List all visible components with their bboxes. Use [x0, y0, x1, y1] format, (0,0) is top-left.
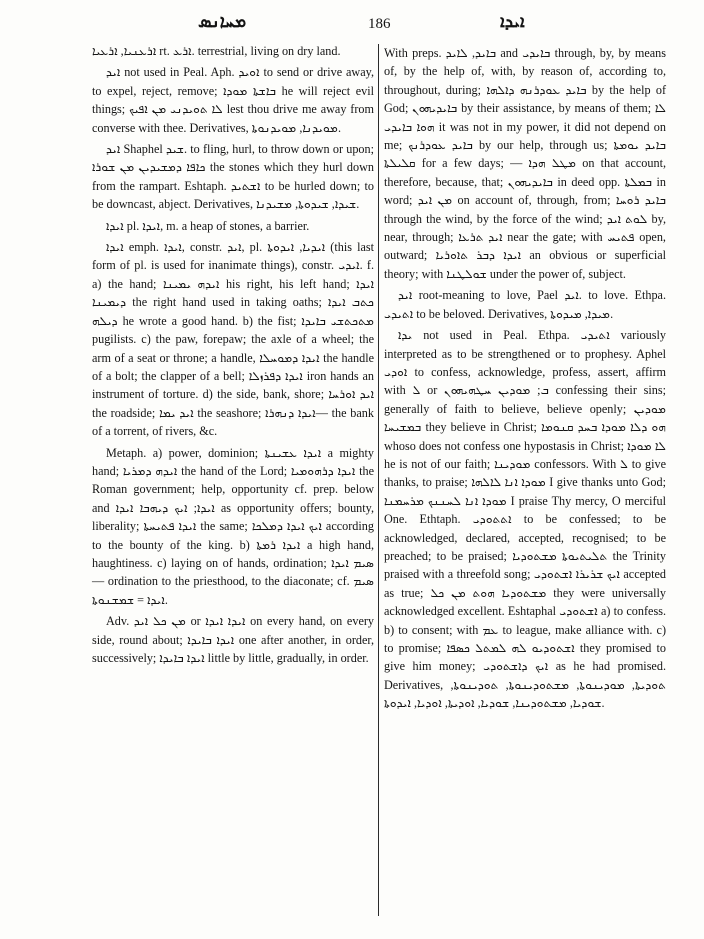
page-number: 186	[368, 16, 391, 32]
column-divider	[378, 44, 379, 916]
running-head-right: ܐܝܕܐ	[500, 12, 525, 32]
left-column	[92, 42, 374, 670]
entry-paragraph: ܐܝܕ Shaphel ܫܝܕ. to fling, hurl, to throw down or upon; ܟܐܦܐ ܕܡܫܝܕܝܢ ܡܢ ܫܘܪܐ the stones which they hurl down from the rampart. Eshtaph. ܐܫܬܝܕ to be hurled down; to be downcast, abject. Derivatives, ܫܝܕܐ, ܫܝܕܘܬܐ, ܡܫܝܕܢܐ.	[92, 142, 374, 212]
entry-paragraph: ܐܝܕܐ emph. ܐܝܕܐ, constr. ܐܝܕ, pl. ܐܝܕܝܐ, ܐܝܕܘܬܐ (this last form of pl. is used for inanimate things), constr. ܐܝܕܝ. f. a) the hand; ܐܝܕܗ ܝܡܝܢܐ his right, his left hand; ܐܝܕܐ ܕܝܡܝܢܐ the right hand used in taking oaths; ܟܬܒ ܐܝܕܐ ܕܝܠܗ he wrote a good hand. b) the fist; ܡܬܟܬܫܝ ܒܐܝܕܐ pugilists. c) the paw, forepaw; the axle of a wheel; the arm of a seat or throne; a handle, ܐܝܕܐ ܕܡܘܚܠܐ the handle of a bolt; the clapper of a bell; ܐܝܕܐ ܕܦܪܙܠܐ iron hands an instrument of torture. d) the side, bank, shore; ܐܝܕ ܐܘܪܚܐ the roadside; ܐܝܕ ܝܡܐ the seashore; ܐܝܕܐ ܕܢܗܪܐ— the bank of a torrent, of rivers, &c.	[92, 240, 375, 439]
entry-paragraph: Metaph. a) power, dominion; ܐܝܕܐ ܥܫܝܢܬܐ a mighty hand; ܐܝܕܗ ܕܡܪܝܐ the hand of the Lord; ܐܝܕܐ ܕܪܗܘܡܝܐ the Roman government; help, opportunity cf. prep. below and ܐܝܕܐ; ܐܝܟ ܕܝܗܒܐ ܐܝܕܐ as opportunity offers; bounty, liberality; ܐܝܕܐ ܦܬܝܚܬܐ the same; ܐܝܟ ܐܝܕܐ ܕܡܠܟܐ according to the bounty of the king. b) ܐܝܕܐ ܪܡܬܐ a high hand, haughtiness. c) laying on of hands, ordination; ܣܝܡ ܐܝܕܐ— ordination to the priesthood, to the diaconate; cf. ܣܝܡ ܐܝܕܐ = ܫܡܫܢܘܬܐ.	[92, 445, 375, 607]
entry-paragraph: Adv. ܡܢ ܟܠ ܐܝܕ or ܐܝܕܐ ܐܝܕܐ on every hand, on every side, round about; ܐܝܕܐ ܒܐܝܕܐ one after another, in order, successively; ܐܝܕܐ ܒܐܝܕܐ little by little, gradually, in order.	[92, 614, 375, 665]
entry-paragraph: ܐܝܕ root-meaning to love, Pael ܐܝܕ. to love. Ethpa. ܐܬܝܕܝ to be beloved. Derivatives, ܡܝܕܐ, ܡܝܕܘܬܐ.	[384, 288, 667, 321]
entry-paragraph: ܐܝܕ not used in Peal. Aph. ܐܘܝܕ to send or drive away, to expel, reject, remove; ܒܐܫܬܐ ܡܘܕܐ he will reject evil things; ܠܐ ܬܘܝܕܢܝ ܡܢ ܐܦܝܟ lest thou drive me away from converse with thee. Derivatives, ܡܘܝܕܢܐ, ܡܘܝܕܢܘܬܐ.	[92, 65, 374, 135]
entry-paragraph: ܝܕܐ not used in Peal. Ethpa. ܐܬܝܕܝ variously interpreted as to be strengthened or to prophesy. Aphel ܐܘܕܝ to confess, acknowledge, profess, assert, affirm with ܠ or ܒ; ܡܘܕܝܢ ܚܛܗܝܗܘܢ confessing their sins; generally of faith to believe, believe openly; ܡܘܕܝܢ ܒܡܫܝܚܐ they believe in Christ; ܗܘ ܕܠܐ ܡܘܕܐ ܒܚܕ ܩܢܘܡܐ whoso does not confess one hypostasis in Christ; ܠܐ ܡܘܕܐ he is not of our faith; ܡܘܕܝܢܐ confessors. With ܠ to give thanks, to praise; ܡܘܕܐ ܐܢܐ ܠܐܠܗܐ I give thanks unto God; ܡܘܕܐ ܐܢܐ ܠܚܢܢܟ ܡܪܚܡܢܐ I praise Thy mercy, O merciful One. Ethtaph. ܐܬܬܘܕܝ to be confessed; to be acknowledged, declared, accepted, recognised; to be preached; to be praised; ܬܠܝܬܝܘܬܐ ܡܫܬܘܕܝܐ the Trinity praised with a threefold song; ܐܝܟ ܫܪܝܪܐ ܐܫܬܘܕܝ accepted as true; ܡܫܬܘܕܝܐ ܗܘܬ ܡܢ ܟܠ they were universally acknowledged excellent. Eshtaphal ܐܫܬܘܕܝ a) to confess. b) to consent; with ܥܡ to league, make alliance with. c) to promise; ܐܫܬܘܕܝܘ ܠܗ ܠܡܬܠ ܟܣܦܐ they promised to give him money; ܐܝܟ ܕܐܫܬܘܕܝ as he had promised. Derivatives, ܬܘܕܝܬܐ, ܡܘܕܝܢܘܬܐ, ܡܫܬܘܕܝܢܘܬܐ, ܬܘܕܝܢܘܬܐ, ܫܘܕܝܐ, ܡܫܬܘܕܝܢܐ, ܫܘܕܝܐ, ܐܘܕܝܬܐ, ܐܘܕܝܐ, ܐܝܕܘܬܐ.	[384, 328, 667, 711]
entry-paragraph: With preps. ܒܐܝܕ, ܠܐܝܕ and ܒܐܝܕܝ through, by, by means of, by the help of, with, by reason of, according to, throughout, during; ܒܐܝܕ ܥܘܕܪܢܗ ܕܐܠܗܐ by the help of God; ܒܐܝܕܝܗܘܢ by their assistance, by means of them; ܠܐ ܗܘܐ ܒܐܝܕܝ it was not in my power, it did not depend on me; ܒܐܝܕ ܥܘܕܪܢܟ by our help, through us; ܒܐܝܕ ܝܘܡܬܐ ܩܠܝܠܬܐ for a few days; — ܡܛܠ ܗܕܐ on that account, therefore, because, that; ܒܐܝܕܝܗܘܢ in deed opp. ܒܡܠܬܐ in word; ܡܢ ܐܝܕ on account of, through, from; ܒܐܝܕ ܪܘܚܐ through the wind, by the force of the wind; ܠܘܬ ܐܝܕ by, near, through; ܐܝܕ ܬܪܥܐ near the gate; with ܦܬܝܚ open, outward; ܐܝܕܐ ܕܒܪ ܬܐܘܪܝܐ an obvious or superficial theory; with ܫܘܠܛܢܐ under the power of, subject.	[384, 46, 667, 281]
right-column	[384, 44, 666, 716]
entry-paragraph: ܐܝܕܐ pl. ܐܝܕܐ, m. a heap of stones, a barrier.	[106, 218, 310, 233]
running-head-left: ܡܚܐܢܣ	[198, 12, 247, 32]
entry-paragraph: ܐܪܥܢܝܐ, ܐܪܥܝܐ rt. ܐܪܥ. terrestrial, living on dry land.	[92, 44, 341, 58]
